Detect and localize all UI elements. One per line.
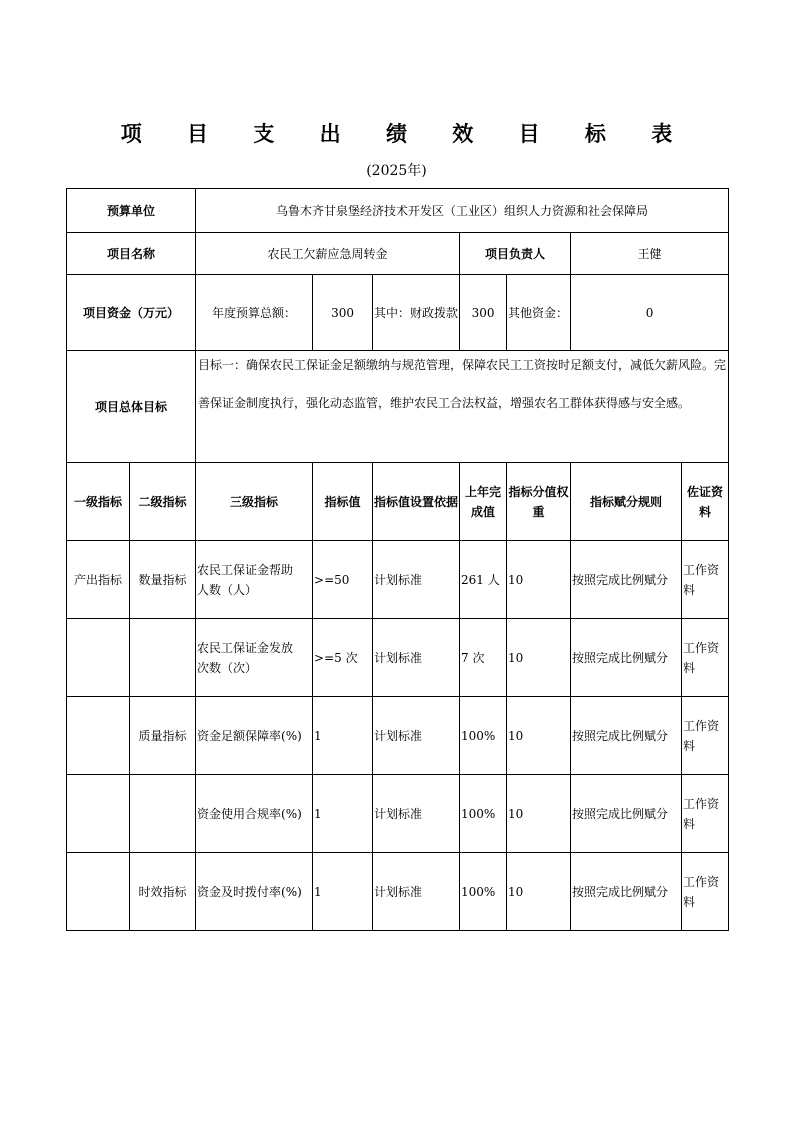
row-evidence-line-1: 工作资 — [683, 796, 720, 811]
row-rule: 按照完成比例赋分 — [571, 541, 682, 619]
row-evidence-line-1: 工作资 — [683, 874, 720, 889]
row-value: 1 — [313, 775, 373, 853]
header-evidence-line-1: 佐证资 — [687, 484, 724, 499]
overall-goal-label: 项目总体目标 — [67, 351, 196, 463]
row-last-year: 100% — [460, 697, 507, 775]
project-leader-value: 王健 — [571, 233, 729, 275]
project-name-label: 项目名称 — [67, 233, 196, 275]
row-rule: 按照完成比例赋分 — [571, 775, 682, 853]
row-value: >=5 次 — [313, 619, 373, 697]
table-row — [67, 619, 729, 697]
header-level1: 一级指标 — [67, 463, 130, 541]
row-weight: 10 — [507, 619, 571, 697]
row-evidence-line-2: 料 — [683, 660, 696, 675]
project-name-value: 农民工欠薪应急周转金 — [196, 233, 460, 275]
row-level3: 资金使用合规率(%) — [196, 775, 313, 853]
budget-unit-value: 乌鲁木齐甘泉堡经济技术开发区（工业区）组织人力资源和社会保障局 — [196, 189, 729, 233]
header-basis: 指标值设置依据 — [373, 463, 460, 541]
header-level3: 三级指标 — [196, 463, 313, 541]
row-evidence-line-2: 料 — [683, 894, 696, 909]
fiscal-allocation-value: 300 — [460, 275, 507, 351]
header-weight-line-1: 指标分值权 — [508, 484, 569, 499]
row-level3: 资金及时拨付率(%) — [196, 853, 313, 931]
table-row — [67, 541, 729, 619]
row-evidence — [682, 541, 729, 619]
row-evidence-line-1: 工作资 — [683, 640, 720, 655]
header-last-year-line-1: 上年完 — [465, 484, 502, 499]
row-level1 — [67, 853, 130, 931]
row-level3 — [196, 619, 313, 697]
row-weight: 10 — [507, 775, 571, 853]
overall-goal-line-1: 目标一：确保农民工保证金足额缴纳与规范管理，保障农民工工资按时足额支付，减低欠薪风险。完 — [198, 358, 727, 372]
row-evidence — [682, 619, 729, 697]
annual-budget-value: 300 — [313, 275, 373, 351]
fiscal-allocation-label: 其中：财政拨款 — [373, 275, 460, 351]
row-last-year: 261 人 — [460, 541, 507, 619]
row-level3: 资金足额保障率(%) — [196, 697, 313, 775]
header-last-year-line-2: 成值 — [471, 504, 496, 519]
project-funds-label: 项目资金（万元） — [67, 275, 196, 351]
row-evidence-line-1: 工作资 — [683, 718, 720, 733]
row-last-year: 100% — [460, 775, 507, 853]
row-level2: 质量指标 — [130, 697, 196, 775]
row-rule: 按照完成比例赋分 — [571, 619, 682, 697]
row-evidence-line-2: 料 — [683, 816, 696, 831]
row-level1: 产出指标 — [67, 541, 130, 619]
header-evidence — [682, 463, 729, 541]
row-level1 — [67, 697, 130, 775]
row-basis: 计划标准 — [373, 775, 460, 853]
row-level3-line-1: 农民工保证金帮助 — [197, 562, 294, 577]
row-basis: 计划标准 — [373, 619, 460, 697]
row-basis: 计划标准 — [373, 697, 460, 775]
header-level2: 二级指标 — [130, 463, 196, 541]
header-evidence-line-2: 料 — [699, 504, 712, 519]
budget-unit-label: 预算单位 — [67, 189, 196, 233]
header-weight — [507, 463, 571, 541]
indicator-header-row — [67, 463, 729, 541]
overall-goal-line-2: 善保证金制度执行，强化动态监管，维护农民工合法权益，增强农名工群体获得感与安全感。 — [198, 396, 691, 410]
header-rule: 指标赋分规则 — [571, 463, 682, 541]
other-funds-value: 0 — [571, 275, 729, 351]
row-basis: 计划标准 — [373, 853, 460, 931]
row-weight: 10 — [507, 853, 571, 931]
overall-goal-text — [196, 351, 729, 463]
row-evidence — [682, 697, 729, 775]
budget-unit-row — [67, 189, 729, 233]
table-row — [67, 853, 729, 931]
row-level3-line-1: 农民工保证金发放 — [197, 640, 294, 655]
row-evidence — [682, 775, 729, 853]
row-level2: 数量指标 — [130, 541, 196, 619]
row-evidence — [682, 853, 729, 931]
row-level2 — [130, 775, 196, 853]
page-title: 项 目 支 出 绩 效 目 标 表 — [120, 121, 692, 146]
row-value: 1 — [313, 853, 373, 931]
overall-goal-row — [67, 351, 729, 463]
performance-target-table — [66, 188, 729, 931]
project-leader-label: 项目负责人 — [460, 233, 571, 275]
header-value: 指标值 — [313, 463, 373, 541]
project-funds-row — [67, 275, 729, 351]
annual-budget-label: 年度预算总额： — [196, 275, 313, 351]
row-value: 1 — [313, 697, 373, 775]
header-weight-line-2: 重 — [532, 504, 545, 519]
row-level1 — [67, 619, 130, 697]
row-weight: 10 — [507, 697, 571, 775]
row-basis: 计划标准 — [373, 541, 460, 619]
row-value: >=50 — [313, 541, 373, 619]
page-subtitle: (2025年) — [366, 163, 427, 179]
row-level3-line-2: 人数（人） — [197, 582, 258, 597]
other-funds-label: 其他资金： — [507, 275, 571, 351]
header-last-year — [460, 463, 507, 541]
table-row — [67, 775, 729, 853]
row-evidence-line-2: 料 — [683, 738, 696, 753]
row-rule: 按照完成比例赋分 — [571, 853, 682, 931]
row-level1 — [67, 775, 130, 853]
row-level2: 时效指标 — [130, 853, 196, 931]
row-evidence-line-1: 工作资 — [683, 562, 720, 577]
row-evidence-line-2: 料 — [683, 582, 696, 597]
table-row — [67, 697, 729, 775]
row-last-year: 7 次 — [460, 619, 507, 697]
project-name-row — [67, 233, 729, 275]
row-level3-line-2: 次数（次） — [197, 660, 258, 675]
row-weight: 10 — [507, 541, 571, 619]
row-rule: 按照完成比例赋分 — [571, 697, 682, 775]
row-level2 — [130, 619, 196, 697]
row-level3 — [196, 541, 313, 619]
row-last-year: 100% — [460, 853, 507, 931]
